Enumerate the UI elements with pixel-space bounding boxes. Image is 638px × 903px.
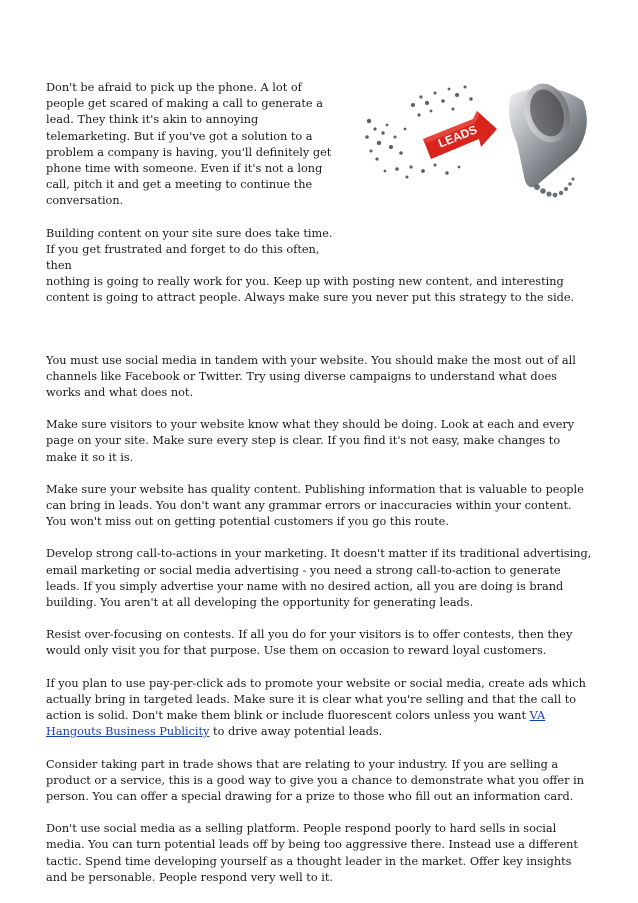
paragraph-quality-content: Make sure your website has quality content. Publishing information that is valuable to people can bring in leads. You don't want any grammar errors or inaccuracies within your content. You won't miss out on getting potential customers if you go this route.: [46, 482, 584, 529]
paragraph-content: [46, 226, 592, 307]
paragraph-content-start: Building content on your site sure does take time. If you get frustrated and forget to do this often, then: [46, 226, 333, 273]
paragraph-ppc-tail: to drive away potential leads.: [209, 725, 383, 739]
paragraph-social-media: You must use social media in tandem with your website. You should make the most out of all channels like Facebook or Twitter. Try using diverse campaigns to understand what does works and what does not.: [46, 353, 576, 400]
paragraph-content-rest: nothing is going to really work for you. Keep up with posting new content, and interesting content is going to attract people. Always make sure you never put this strategy to the side.: [46, 275, 575, 305]
paragraph-selling-platform: Don't use social media as a selling platform. People respond poorly to hard sells in social media. You can turn potential leads off by being too aggressive there. Instead use a different tactic. Spend time developing yourself as a thought leader in the market. Offer key insights and be personable. People respond very well to it.: [46, 822, 578, 884]
article-body: [46, 80, 592, 902]
paragraph-contests: Resist over-focusing on contests. If all you do for your visitors is to offer contests, then they would only visit you for that purpose. Use them on occasion to reward loyal customers.: [46, 628, 573, 658]
paragraph-trade-shows: Consider taking part in trade shows that are relating to your industry. If you are selling a product or a service, this is a good way to give you a chance to demonstrate what you offer in person. You can offer a special drawing for a prize to those who fill out an information card.: [46, 757, 584, 803]
paragraph-phone: Don't be afraid to pick up the phone. A lot of people get scared of making a call to generate a lead. They think it's akin to annoying telemarketing. But if you've got a solution to a problem a company is having, you'll definitely get phone time with someone. Even if it's not a long call, pitch it and get a meeting to continue the conversation.: [46, 81, 332, 208]
paragraph-call-to-action: Develop strong call-to-actions in your marketing. It doesn't matter if its traditional advertising, email marketing or social media advertising - you need a strong call-to-action to generate leads. If you simply advertise your name with no desired action, all you are doing is brand building. You aren't at all developing the opportunity for generating leads.: [46, 547, 592, 610]
section-spacer: [46, 323, 592, 353]
paragraph-visitors: Make sure visitors to your website know what they should be doing. Look at each and every page on your site. Make sure every step is clear. If you find it's not easy, make changes to make it so it is.: [46, 418, 575, 464]
paragraph-ppc: [46, 676, 592, 741]
va-hangouts-link[interactable]: VA Hangouts Business Publicity: [46, 709, 546, 739]
paragraph-ppc-text: If you plan to use pay-per-click ads to promote your website or social media, create ads which actually bring in targeted leads. Make sure it is clear what you're selling and that the call to action is solid. Don't make them blink or include fluorescent colors unless you want: [46, 676, 586, 723]
leads-arrow-label: LEADS: [436, 122, 480, 151]
